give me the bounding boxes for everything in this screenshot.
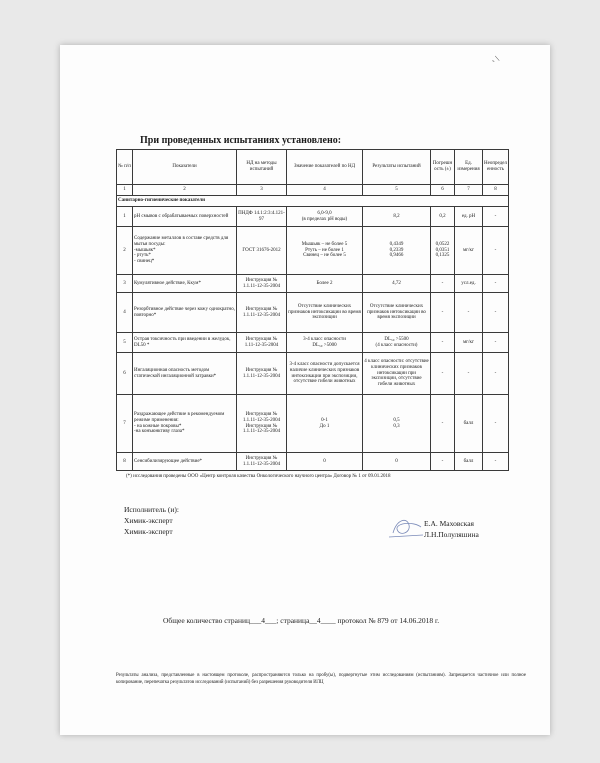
norm-cell: 0-1 До 1 [287,395,363,453]
performers-label: Исполнитель (и): [124,505,179,514]
uncertainty-cell: - [483,293,509,333]
performer-role-2: Химик-эксперт [124,527,173,536]
unit-cell: - [455,293,483,333]
column-number-row [117,185,509,196]
unit-cell: мг/кг [455,227,483,275]
column-number: 8 [483,185,509,196]
document-page [60,45,550,735]
unit-cell: - [455,353,483,395]
result-cell: 4 класс опасности: отсутствие клинических признаков интоксикации при экспозиции, отсутствие гибели животных [363,353,431,395]
method-cell: ГОСТ 31676-2012 [237,227,287,275]
result-cell: Отсутствие клинических признаков интоксикации во время экспозиции [363,293,431,333]
table-header-row [117,150,509,185]
table-row [117,453,509,471]
table-row [117,293,509,333]
page-count-line: Общее количество страниц___4___; страница__4____ протокол № 879 от 14.06.2018 г. [163,616,440,625]
uncertainty-cell: - [483,227,509,275]
error-cell: - [431,395,455,453]
indicator-cell: Сенсибилизирующее действие* [133,453,237,471]
unit-cell: мг/кг [455,333,483,353]
result-cell: 8,2 [363,207,431,227]
uncertainty-cell: - [483,333,509,353]
table-row [117,353,509,395]
column-header: № п/п [117,150,133,185]
performers-block [124,504,179,537]
norm-cell: 3-4 класс опасности допускается наличие клинических признаков интоксикации при экспозиции, отсутствие гибели животных [287,353,363,395]
uncertainty-cell: - [483,353,509,395]
method-cell: Инструкция № 1.1.11-12-35-2004 [237,453,287,471]
performer-role-1: Химик-эксперт [124,516,173,525]
table-row [117,395,509,453]
row-number: 8 [117,453,133,471]
indicator-cell: рН смывов с обрабатываемых поверхностей [133,207,237,227]
corner-marks: ' / [490,54,503,66]
section-title: Санитарно-гигиенические показатели [117,196,509,207]
column-number: 1 [117,185,133,196]
performer-name-1: Е.А. Маховская [424,519,474,528]
error-cell: - [431,353,455,395]
column-header: НД на методы испытаний [237,150,287,185]
column-number: 7 [455,185,483,196]
column-header: Результаты испытаний [363,150,431,185]
norm-cell: Отсутствие клинических признаков интоксикации во время экспозиции [287,293,363,333]
norm-cell: 0 [287,453,363,471]
error-cell: 0,0522 0,0351 0,1325 [431,227,455,275]
row-number: 4 [117,293,133,333]
uncertainty-cell: - [483,275,509,293]
indicator-cell: Кумулятивное действие, Ккум* [133,275,237,293]
indicator-cell: Содержание металлов в составе средств для мытья посуды: -мышьяк* - ртуть* - свинец* [133,227,237,275]
results-heading: При проведенных испытаниях установлено: [140,135,342,146]
column-header: Показатели [133,150,237,185]
footnote: (*) исследования проведены ООО «Центр контроля качества Онкологического научного центра» Договор № 1 от 09.01.2018 [126,474,391,479]
column-number: 3 [237,185,287,196]
error-cell: - [431,453,455,471]
table-row [117,275,509,293]
row-number: 2 [117,227,133,275]
column-number: 4 [287,185,363,196]
column-header: Ед. измерения [455,150,483,185]
result-cell: 0,5 0,3 [363,395,431,453]
unit-cell: ед. рН [455,207,483,227]
error-cell: 0,2 [431,207,455,227]
table-row [117,227,509,275]
norm-cell: Более 2 [287,275,363,293]
norm-cell: 6,0-9,0 (в пределах рН воды) [287,207,363,227]
performer-name-2: Л.Н.Полуляшина [424,530,479,539]
uncertainty-cell: - [483,395,509,453]
method-cell: Инструкция № 1.11-12-35-2004 [237,333,287,353]
row-number: 3 [117,275,133,293]
unit-cell: усл.ед. [455,275,483,293]
signature-mark [387,515,425,541]
table-row [117,207,509,227]
row-number: 1 [117,207,133,227]
norm-cell: Мышьяк – не более 5 Ртуть – не более 1 Свинец – не более 5 [287,227,363,275]
row-number: 6 [117,353,133,395]
method-cell: Инструкция № 1.1.11-12-35-2004 Инструкция № 1.1.11-12-35-2004 [237,395,287,453]
method-cell: ПНДФ 14.1:2:3:4.121-97 [237,207,287,227]
performer-names [424,518,479,540]
uncertainty-cell: - [483,207,509,227]
unit-cell: балл [455,395,483,453]
error-cell: - [431,333,455,353]
column-header: Значение показателей по НД [287,150,363,185]
column-header: Неопределенность [483,150,509,185]
row-number: 5 [117,333,133,353]
result-cell: DL₅₀ >5500 (4 класс опасности) [363,333,431,353]
indicator-cell: Острая токсичность при введении в желудок, DL50 * [133,333,237,353]
method-cell: Инструкция № 1.1.11-12-35-2004 [237,275,287,293]
results-table [116,149,509,471]
indicator-cell: Ингаляционная опасность методом статической ингаляционной затравки* [133,353,237,395]
uncertainty-cell: - [483,453,509,471]
row-number: 7 [117,395,133,453]
result-cell: 4,72 [363,275,431,293]
method-cell: Инструкция № 1.1.11-12-35-2004 [237,293,287,333]
table-row [117,333,509,353]
indicator-cell: Раздражающее действие в рекомендуемом режиме применения: - на кожные покровы* -на конъюнктиву глаза* [133,395,237,453]
column-header: Погрешность (±) [431,150,455,185]
unit-cell: балл [455,453,483,471]
error-cell: - [431,275,455,293]
error-cell: - [431,293,455,333]
result-cell: 0 [363,453,431,471]
column-number: 6 [431,185,455,196]
result-cell: 0,4349 0,2339 0,9466 [363,227,431,275]
norm-cell: 3-4 класс опасности DL₅₀ >5000 [287,333,363,353]
section-row [117,196,509,207]
method-cell: Инструкция № 1.1.11-12-35-2004 [237,353,287,395]
column-number: 2 [133,185,237,196]
indicator-cell: Резорбтивное действие через кожу однократно, повторно* [133,293,237,333]
disclaimer: Результаты анализа, представленные в настоящем протоколе, распространяются только на пробу(ы), подвергнутые этим исследованиям (испытаниям). Запрещается частичное или полное копирование, перепечатка результатов исследований (испытаний) без разрешения руководителя ИЛЦ [116,673,526,685]
column-number: 5 [363,185,431,196]
